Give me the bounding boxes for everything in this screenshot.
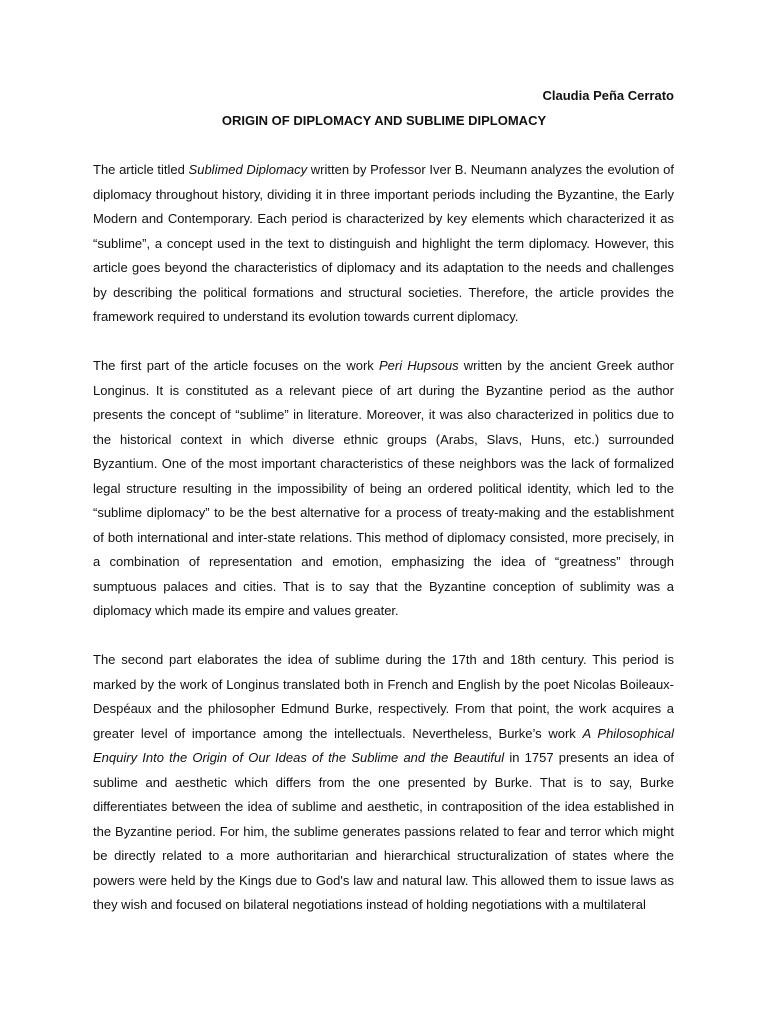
author-name: Claudia Peña Cerrato [542, 88, 674, 103]
paragraph-1 [93, 158, 674, 330]
paragraph-2-italic: Peri Hupsous [378, 358, 459, 373]
paragraph-1-italic: Sublimed Diplomacy [188, 162, 308, 177]
paragraph-3-text-start: The second part elaborates the idea of sublime during the 17th and 18th century. This period is marked by the work of Longinus translated both in French and English by the poet Nicolas Boileaux-Despéaux and the philosopher Edmund Burke, respectively. From that point, the work acquires a greater level of importance among the intellectuals. Nevertheless, Burke’s work [93, 652, 674, 741]
paragraph-3-text-rest: in 1757 presents an idea of sublime and aesthetic which differs from the one presented by Burke. That is to say, Burke differentiates between the idea of sublime and aesthetic, in contraposition of the idea established in the Byzantine period. For him, the sublime generates passions related to fear and terror which might be directly related to a more authoritarian and hierarchical structuralization of states where the powers were held by the Kings due to God's law and natural law. This allowed them to issue laws as they wish and focused on bilateral negotiations instead of holding negotiations with a multilateral [93, 750, 675, 912]
paragraph-3 [93, 648, 674, 918]
paragraph-3-italic: A Philosophical Enquiry Into the Origin of Our Ideas of the Sublime and the Beautiful [93, 725, 675, 765]
paragraph-1-text-rest: written by Professor Iver B. Neumann analyzes the evolution of diplomacy throughout history, dividing it in three important periods including the Byzantine, the Early Modern and Contemporary. Each period is characterized by key elements which characterized it as “sublime”, a concept used in the text to distinguish and highlight the term diplomacy. However, this article goes beyond the characteristics of diplomacy and its adaptation to the needs and challenges by describing the political formations and structural societies. Therefore, the article provides the framework required to understand its evolution towards current diplomacy. [93, 162, 674, 324]
paragraph-1-text-start: The article titled [93, 162, 189, 177]
paragraph-2-text-rest: written by the ancient Greek author Longinus. It is constituted as a relevant piece of art during the Byzantine period as the author presents the concept of “sublime” in literature. Moreover, it was also characterized in politics due to the historical context in which diverse ethnic groups (Arabs, Slavs, Huns, etc.) surrounded Byzantium. One of the most important characteristics of these neighbors was the lack of formalized legal structure resulting in the impossibility of being an ordered political identity, which led to the “sublime diplomacy” to be the best alternative for a process of treaty-making and the establishment of both international and inter-state relations. This method of diplomacy consisted, more precisely, in a combination of representation and emotion, emphasizing the idea of “greatness” through sumptuous palaces and cities. That is to say that the Byzantine conception of sublimity was a diplomacy which made its empire and values greater. [93, 358, 674, 618]
paragraph-2-text-start: The first part of the article focuses on the work [93, 358, 379, 373]
document-title: ORIGIN OF DIPLOMACY AND SUBLIME DIPLOMACY [221, 113, 547, 128]
document-body [93, 158, 674, 942]
paragraph-2 [93, 354, 674, 624]
